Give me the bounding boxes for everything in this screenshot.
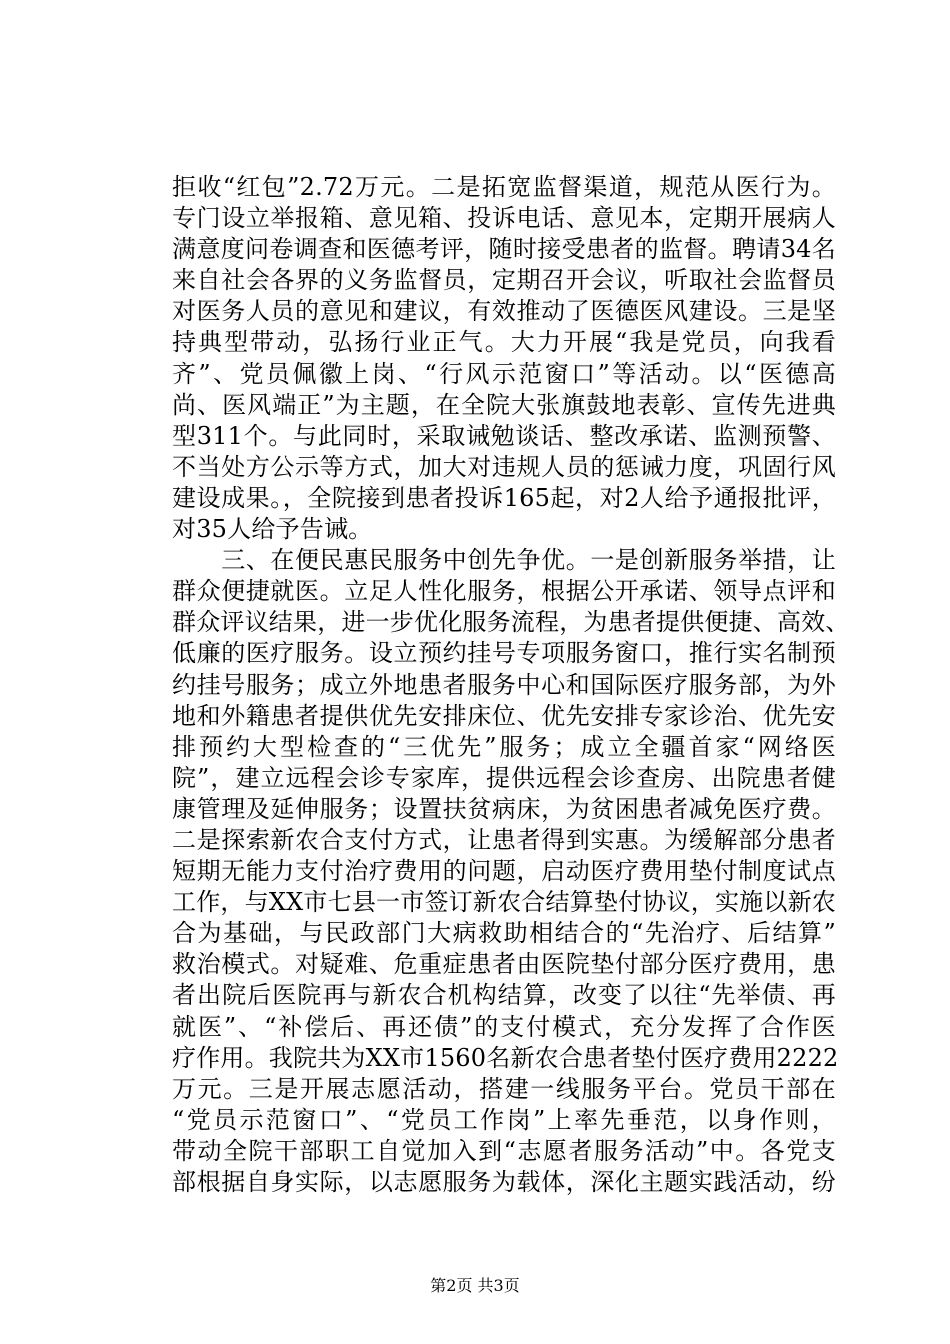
text-line: 专门设立举报箱、意见箱、投诉电话、意见本，定期开展病人 xyxy=(172,204,836,233)
text-line: 对35人给予告诫。 xyxy=(172,515,373,544)
text-line: 康管理及延伸服务；设置扶贫病床，为贫困患者减免医疗费。 xyxy=(172,794,836,823)
text-line: 型311个。与此同时，采取诫勉谈话、整改承诺、监测预警、 xyxy=(172,421,836,450)
text-line: 合为基础，与民政部门大病救助相结合的“先治疗、后结算” xyxy=(172,919,836,948)
text-line: 院”，建立远程会诊专家库，提供远程会诊查房、出院患者健 xyxy=(172,763,836,792)
text-line: 不当处方公示等方式，加大对违规人员的惩诫力度，巩固行风 xyxy=(172,452,836,481)
text-line: 来自社会各界的义务监督员，定期召开会议，听取社会监督员 xyxy=(172,266,836,295)
text-line: 建设成果。，全院接到患者投诉165起，对2人给予通报批评， xyxy=(172,483,836,512)
text-line: 齐”、党员佩徽上岗、“行风示范窗口”等活动。以“医德高 xyxy=(172,359,836,388)
text-line: 低廉的医疗服务。设立预约挂号专项服务窗口，推行实名制预 xyxy=(172,639,836,668)
text-line: 约挂号服务；成立外地患者服务中心和国际医疗服务部，为外 xyxy=(172,670,836,699)
page-number: 第2页 共3页 xyxy=(430,1276,520,1295)
text-line: 疗作用。我院共为XX市1560名新农合患者垫付医疗费用2222 xyxy=(172,1043,839,1072)
text-line: 排预约大型检查的“三优先”服务；成立全疆首家“网络医 xyxy=(172,732,836,761)
text-line: 二是探索新农合支付方式，让患者得到实惠。为缓解部分患者 xyxy=(172,825,836,854)
paragraph-1 xyxy=(172,172,836,545)
text-line: 地和外籍患者提供优先安排床位、优先安排专家诊治、优先安 xyxy=(172,701,836,730)
text-line: 工作，与XX市七县一市签订新农合结算垫付协议，实施以新农 xyxy=(172,888,836,917)
text-line: 三、在便民惠民服务中创先争优。一是创新服务举措，让 xyxy=(172,546,836,575)
text-line: 万元。三是开展志愿活动，搭建一线服务平台。党员干部在 xyxy=(172,1074,836,1103)
text-line: 救治模式。对疑难、危重症患者由医院垫付部分医疗费用，患 xyxy=(172,950,836,979)
text-line: “党员示范窗口”、“党员工作岗”上率先垂范，以身作则， xyxy=(172,1105,836,1134)
text-line: 对医务人员的意见和建议，有效推动了医德医风建设。三是坚 xyxy=(172,297,836,326)
text-line: 群众便捷就医。立足人性化服务，根据公开承诺、领导点评和 xyxy=(172,577,836,606)
text-line: 部根据自身实际，以志愿服务为载体，深化主题实践活动，纷 xyxy=(172,1168,836,1196)
text-line: 带动全院干部职工自觉加入到“志愿者服务活动”中。各党支 xyxy=(172,1136,836,1165)
text-line: 满意度问卷调查和医德考评，随时接受患者的监督。聘请34名 xyxy=(172,235,836,264)
text-line: 者出院后医院再与新农合机构结算，改变了以往“先举债、再 xyxy=(172,981,836,1010)
document-body xyxy=(172,172,850,1198)
text-line: 拒收“红包”2.72万元。二是拓宽监督渠道，规范从医行为。 xyxy=(172,173,836,201)
text-line: 持典型带动，弘扬行业正气。大力开展“我是党员，向我看 xyxy=(172,328,836,357)
paragraph-2 xyxy=(172,545,850,1198)
text-line: 群众评议结果，进一步优化服务流程，为患者提供便捷、高效、 xyxy=(172,608,850,637)
text-line: 就医”、“补偿后、再还债”的支付模式，充分发挥了合作医 xyxy=(172,1012,836,1041)
text-line: 短期无能力支付治疗费用的问题，启动医疗费用垫付制度试点 xyxy=(172,857,836,886)
text-line: 尚、医风端正”为主题，在全院大张旗鼓地表彰、宣传先进典 xyxy=(172,390,836,419)
